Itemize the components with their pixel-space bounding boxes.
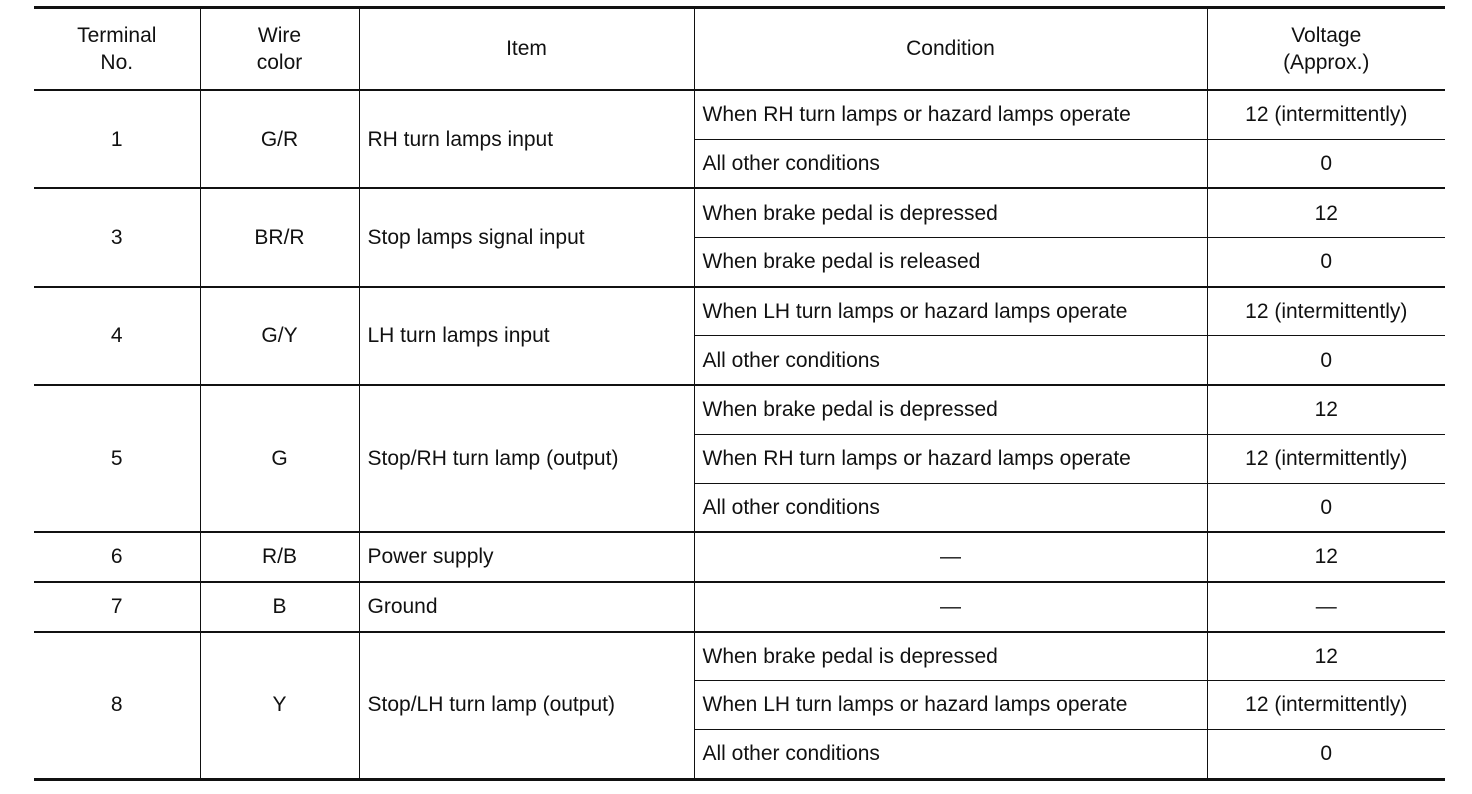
header-condition: Condition bbox=[694, 8, 1207, 91]
header-terminal-no bbox=[34, 8, 200, 91]
condition-cell: When brake pedal is released bbox=[694, 238, 1207, 287]
table-header bbox=[34, 8, 1445, 91]
condition-cell: All other conditions bbox=[694, 336, 1207, 385]
header-voltage-line1: Voltage bbox=[1291, 23, 1362, 47]
wire-color-cell: BR/R bbox=[200, 188, 359, 286]
header-item: Item bbox=[359, 8, 694, 91]
terminal-no-cell: 6 bbox=[34, 532, 200, 582]
table-row bbox=[34, 582, 1445, 632]
item-cell: LH turn lamps input bbox=[359, 287, 694, 385]
voltage-cell: 12 (intermittently) bbox=[1207, 434, 1445, 483]
table-row bbox=[34, 532, 1445, 582]
voltage-cell: 0 bbox=[1207, 483, 1445, 532]
wire-color-cell: G bbox=[200, 385, 359, 532]
voltage-cell: 12 (intermittently) bbox=[1207, 90, 1445, 139]
table-row bbox=[34, 188, 1445, 237]
voltage-cell: 0 bbox=[1207, 336, 1445, 385]
header-terminal-line2: No. bbox=[100, 51, 134, 74]
wire-color-cell: R/B bbox=[200, 532, 359, 582]
voltage-cell: 0 bbox=[1207, 238, 1445, 287]
wire-color-cell: G/Y bbox=[200, 287, 359, 385]
voltage-cell: 12 (intermittently) bbox=[1207, 681, 1445, 730]
header-voltage bbox=[1207, 8, 1445, 91]
voltage-cell: 12 bbox=[1207, 188, 1445, 237]
item-cell: Stop lamps signal input bbox=[359, 188, 694, 286]
condition-cell: When LH turn lamps or hazard lamps operate bbox=[694, 681, 1207, 730]
voltage-cell: 0 bbox=[1207, 139, 1445, 188]
table-row bbox=[34, 385, 1445, 434]
condition-cell: When RH turn lamps or hazard lamps operate bbox=[694, 90, 1207, 139]
item-cell: RH turn lamps input bbox=[359, 90, 694, 188]
header-wire-line1: Wire bbox=[257, 23, 302, 47]
condition-cell: When LH turn lamps or hazard lamps operate bbox=[694, 287, 1207, 336]
condition-cell: All other conditions bbox=[694, 483, 1207, 532]
condition-cell: When brake pedal is depressed bbox=[694, 188, 1207, 237]
voltage-cell: 12 (intermittently) bbox=[1207, 287, 1445, 336]
condition-cell: When brake pedal is depressed bbox=[694, 632, 1207, 681]
condition-cell: All other conditions bbox=[694, 729, 1207, 779]
condition-cell: When brake pedal is depressed bbox=[694, 385, 1207, 434]
table-row bbox=[34, 90, 1445, 139]
item-cell: Stop/RH turn lamp (output) bbox=[359, 385, 694, 532]
voltage-cell: 0 bbox=[1207, 729, 1445, 779]
item-cell: Stop/LH turn lamp (output) bbox=[359, 632, 694, 780]
terminal-no-cell: 4 bbox=[34, 287, 200, 385]
condition-cell: All other conditions bbox=[694, 139, 1207, 188]
terminal-no-cell: 3 bbox=[34, 188, 200, 286]
wire-color-cell: G/R bbox=[200, 90, 359, 188]
condition-cell: — bbox=[694, 532, 1207, 582]
terminal-no-cell: 7 bbox=[34, 582, 200, 632]
item-cell: Ground bbox=[359, 582, 694, 632]
condition-cell: When RH turn lamps or hazard lamps operate bbox=[694, 434, 1207, 483]
item-cell: Power supply bbox=[359, 532, 694, 582]
voltage-cell: 12 bbox=[1207, 385, 1445, 434]
table-body bbox=[34, 90, 1445, 779]
terminal-no-cell: 8 bbox=[34, 632, 200, 780]
voltage-cell: 12 bbox=[1207, 632, 1445, 681]
condition-cell: — bbox=[694, 582, 1207, 632]
table-row bbox=[34, 287, 1445, 336]
wire-color-cell: Y bbox=[200, 632, 359, 780]
wire-color-cell: B bbox=[200, 582, 359, 632]
voltage-cell: — bbox=[1207, 582, 1445, 632]
terminal-voltage-table bbox=[34, 6, 1445, 781]
voltage-cell: 12 bbox=[1207, 532, 1445, 582]
terminal-no-cell: 5 bbox=[34, 385, 200, 532]
header-row bbox=[34, 8, 1445, 91]
header-wire-color bbox=[200, 8, 359, 91]
table-row bbox=[34, 632, 1445, 681]
terminal-table-container bbox=[34, 6, 1445, 781]
header-voltage-line2: (Approx.) bbox=[1283, 51, 1370, 74]
terminal-no-cell: 1 bbox=[34, 90, 200, 188]
header-terminal-line1: Terminal bbox=[77, 23, 157, 47]
header-wire-line2: color bbox=[256, 51, 303, 74]
